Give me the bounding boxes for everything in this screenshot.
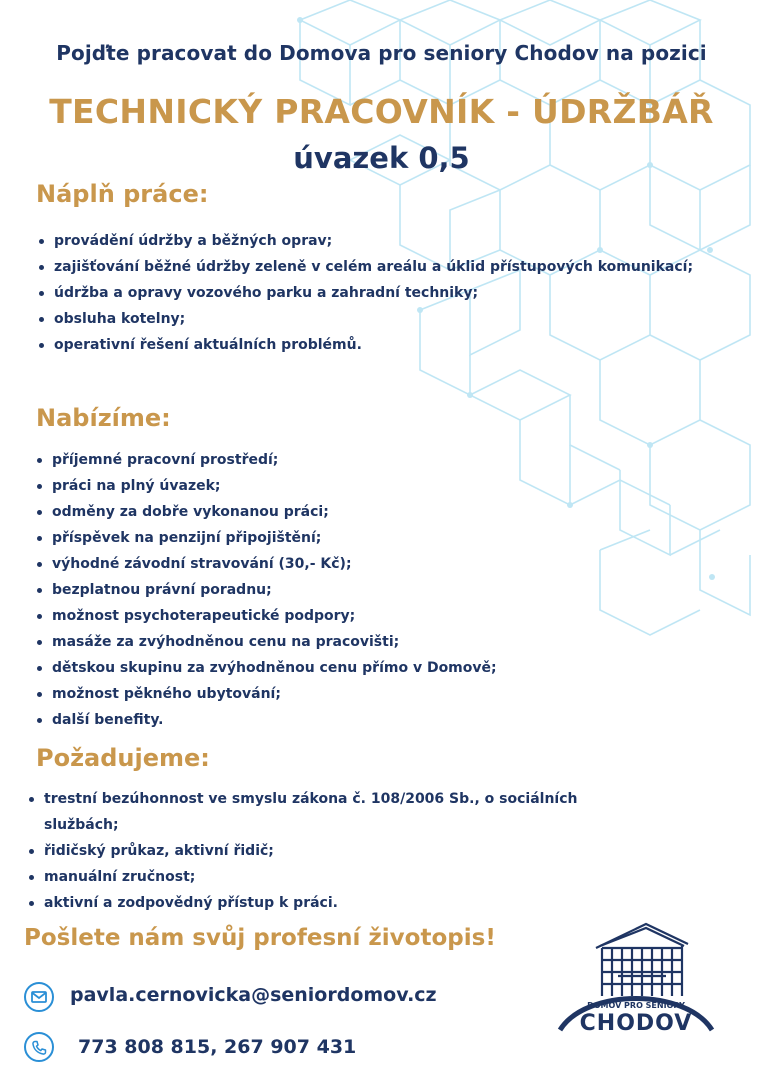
intro-line: Pojďte pracovat do Domova pro seniory Chodov na pozici — [56, 41, 707, 65]
envelope-icon — [24, 982, 54, 1012]
list-item: obsluha kotelny; — [36, 306, 720, 332]
list-item: provádění údržby a běžných oprav; — [36, 228, 720, 254]
logo-subtitle: DOMOV PRO SENIORY — [587, 1001, 685, 1010]
duties-heading: Náplň práce: — [36, 180, 209, 208]
list-item: operativní řešení aktuálních problémů. — [36, 332, 720, 358]
position-title: TECHNICKÝ PRACOVNÍK - ÚDRŽBÁŘ — [49, 92, 714, 131]
list-item: řidičský průkaz, aktivní řidič; — [26, 838, 626, 864]
offers-list — [34, 447, 654, 733]
list-item: zajišťování běžné údržby zeleně v celém areálu a úklid přístupových komunikací; — [36, 254, 720, 280]
list-item: bezplatnou právní poradnu; — [34, 577, 654, 603]
list-item: možnost pěkného ubytování; — [34, 681, 654, 707]
list-item: dětskou skupinu za zvýhodněnou cenu přímo v Domově; — [34, 655, 654, 681]
list-item: možnost psychoterapeutické podpory; — [34, 603, 654, 629]
list-item: další benefity. — [34, 707, 654, 733]
duties-list — [36, 228, 720, 358]
list-item: údržba a opravy vozového parku a zahradní techniky; — [36, 280, 720, 306]
requirements-list — [26, 786, 626, 916]
requirements-heading: Požadujeme: — [36, 744, 210, 772]
list-item: masáže za zvýhodněnou cenu na pracovišti; — [34, 629, 654, 655]
list-item: příjemné pracovní prostředí; — [34, 447, 654, 473]
logo-name: CHODOV — [579, 1011, 693, 1036]
list-item: práci na plný úvazek; — [34, 473, 654, 499]
phone-icon — [24, 1032, 54, 1062]
list-item: trestní bezúhonnost ve smyslu zákona č. 108/2006 Sb., o sociálních službách; — [26, 786, 626, 838]
list-item: příspěvek na penzijní připojištění; — [34, 525, 654, 551]
email-link[interactable]: pavla.cernovicka@seniordomov.cz — [70, 984, 437, 1006]
list-item: odměny za dobře vykonanou práci; — [34, 499, 654, 525]
chodov-logo — [556, 918, 716, 1053]
phone-numbers[interactable]: 773 808 815, 267 907 431 — [78, 1036, 357, 1058]
offers-heading: Nabízíme: — [36, 404, 171, 432]
list-item: aktivní a zodpovědný přístup k práci. — [26, 890, 626, 916]
workload-label: úvazek 0,5 — [293, 141, 470, 175]
list-item: manuální zručnost; — [26, 864, 626, 890]
cta-heading: Pošlete nám svůj profesní životopis! — [24, 925, 496, 951]
list-item: výhodné závodní stravování (30,- Kč); — [34, 551, 654, 577]
